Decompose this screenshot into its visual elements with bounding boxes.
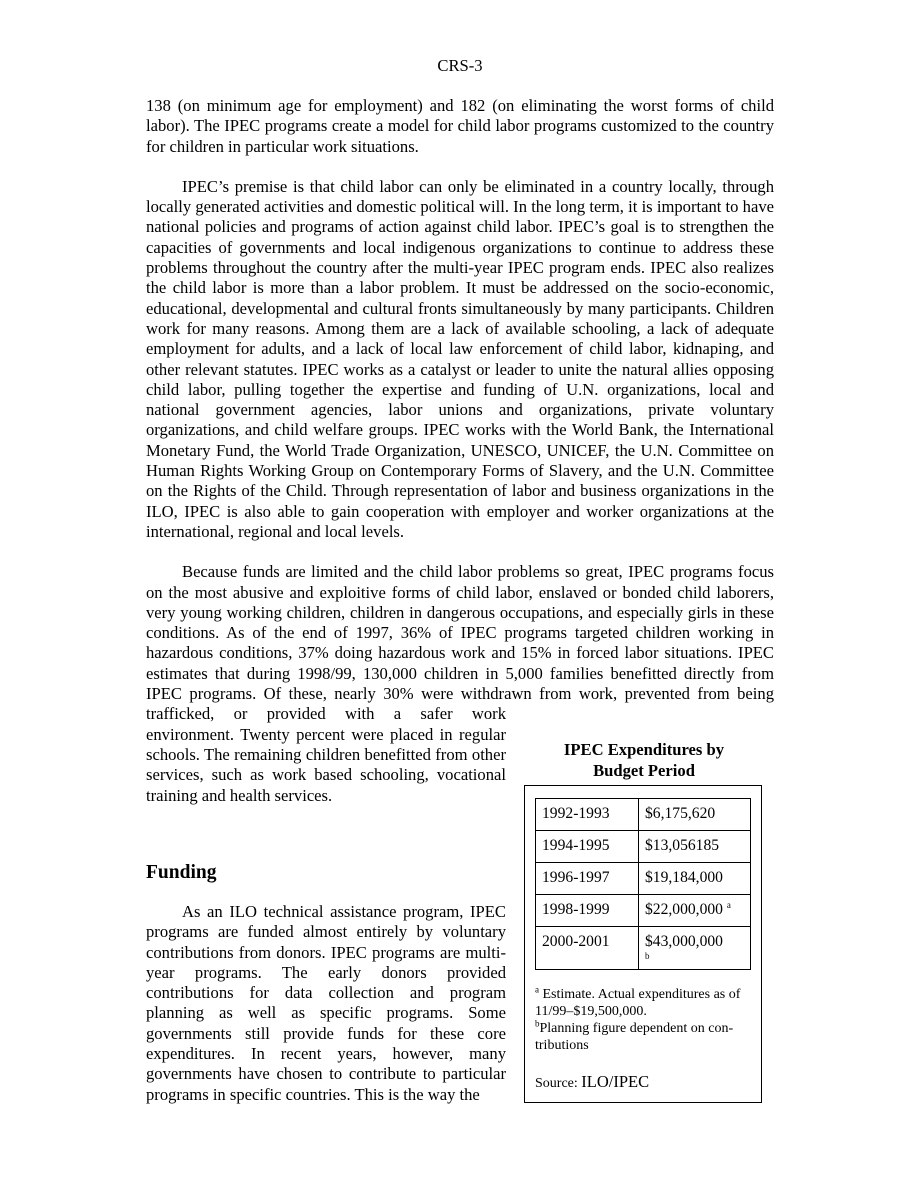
left-column bbox=[146, 858, 506, 1105]
table-cell-period: 2000-2001 bbox=[536, 927, 639, 970]
footnote-mark-a: a bbox=[726, 899, 731, 910]
source-label: Source: bbox=[535, 1076, 578, 1091]
footnote-a bbox=[535, 986, 751, 1020]
table-cell-period: 1992-1993 bbox=[536, 799, 639, 831]
footnote-b-mark: b bbox=[535, 1018, 540, 1029]
paragraph-2: IPEC’s premise is that child labor can only be eliminated in a country locally, through locally generated activities and domestic political will. In the long term, it is important to have national policies and programs of action against child labor. IPEC’s goal is to strengthen the capacities of governments and local indigenous organizations to continue to address these problems throughout the country after the multi-year IPEC program ends. IPEC also realizes the child labor is more than a labor problem. It must be addressed on the socio-economic, educational, developmental and cultural fronts simultaneously by many participants. Children work for many reasons. Among them are a lack of available schooling, a lack of adequate employment for adults, and a lack of local law enforcement of child labor, kidnaping, and other relevant statutes. IPEC works as a catalyst or leader to unite the natural allies opposing child labor, pulling together the expertise and funding of U.N. organizations, local and national government agencies, labor unions and organizations, private voluntary organizations, and child welfare groups. IPEC works with the World Bank, the International Monetary Fund, the World Trade Organization, UNESCO, UNICEF, the U.N. Committee on Human Rights Working Group on Contemporary Forms of Slavery, and the U.N. Committee on the Rights of the Child. Through representation of labor and business organizations in the ILO, IPEC is also able to gain cooperation with employer and worker organizations at the international, regional and local levels. bbox=[146, 176, 774, 541]
table-footnotes bbox=[535, 986, 751, 1092]
table-row bbox=[536, 799, 751, 831]
footnote-mark-b: b bbox=[645, 951, 650, 961]
page-number-header: CRS-3 bbox=[437, 56, 483, 75]
amount-value: $43,000,000 bbox=[645, 933, 723, 950]
paragraph-4: As an ILO technical assistance program, IPEC programs are funded almost entirely by voluntary contributions from donors. IPEC programs are multi-year programs. The early donors provided contributions for data collection and program planning as well as specific programs. Some governments still provide funds for these core expenditures. In recent years, however, many governments have chosen to contribute to particular programs in specific countries. This is the way the bbox=[146, 902, 506, 1104]
amount-value: $6,175,620 bbox=[645, 805, 716, 822]
table-cell-amount bbox=[639, 831, 751, 863]
source-org: ILO/IPEC bbox=[581, 1072, 650, 1091]
table-row bbox=[536, 895, 751, 927]
table-row bbox=[536, 831, 751, 863]
sidebar-title bbox=[524, 740, 764, 781]
table-cell-period: 1994-1995 bbox=[536, 831, 639, 863]
sidebar-title-line2: Budget Period bbox=[593, 760, 695, 780]
funding-heading: Funding bbox=[146, 862, 217, 883]
footnote-a-mark: a bbox=[535, 984, 539, 995]
table-row bbox=[536, 863, 751, 895]
footnote-b bbox=[535, 1020, 751, 1054]
table-row bbox=[536, 927, 751, 970]
amount-value: $13,056185 bbox=[645, 837, 720, 854]
table-cell-period: 1996-1997 bbox=[536, 863, 639, 895]
footnote-b-text: Planning figure dependent on con-tributions bbox=[535, 1021, 734, 1053]
expenditures-table bbox=[535, 798, 751, 970]
table-cell-amount bbox=[639, 863, 751, 895]
table-cell-amount bbox=[639, 895, 751, 927]
source-line bbox=[535, 1073, 751, 1092]
footnote-a-text: Estimate. Actual expenditures as of 11/99–$19,500,000. bbox=[535, 987, 741, 1019]
amount-value: $22,000,000 bbox=[645, 901, 723, 918]
paragraph-3-text: Because funds are limited and the child labor problems so great, IPEC programs focus on the most abusive and exploitive forms of child labor, enslaved or bonded child laborers, very young working children, children in dangerous occupations, and especially girls in these conditions. As of the end of 1997, 36% of IPEC programs targeted children working in hazardous conditions, 37% doing hazardous work and 15% in forced labor situations. IPEC estimates that during 1998/99, 130,000 children in 5,000 families benefitted directly from IPEC programs. Of these, nearly 30% were withdrawn from work, prevented from being trafficked, or provided with a safer work environment. Twenty percent were placed in regular schools. The remaining children benefitted from other services, such as work based schooling, vocational training and health services. bbox=[146, 562, 774, 805]
amount-value: $19,184,000 bbox=[645, 869, 723, 886]
table-cell-period: 1998-1999 bbox=[536, 895, 639, 927]
paragraph-1: 138 (on minimum age for employment) and 182 (on eliminating the worst forms of child labor). The IPEC programs create a model for child labor programs customized to the country for children in particular work situations. bbox=[146, 96, 774, 156]
table-cell-amount bbox=[639, 927, 751, 970]
sidebar-box bbox=[524, 785, 762, 1103]
table-cell-amount bbox=[639, 799, 751, 831]
sidebar-title-line1: IPEC Expenditures by bbox=[563, 740, 725, 759]
expenditures-sidebar bbox=[524, 740, 764, 1103]
